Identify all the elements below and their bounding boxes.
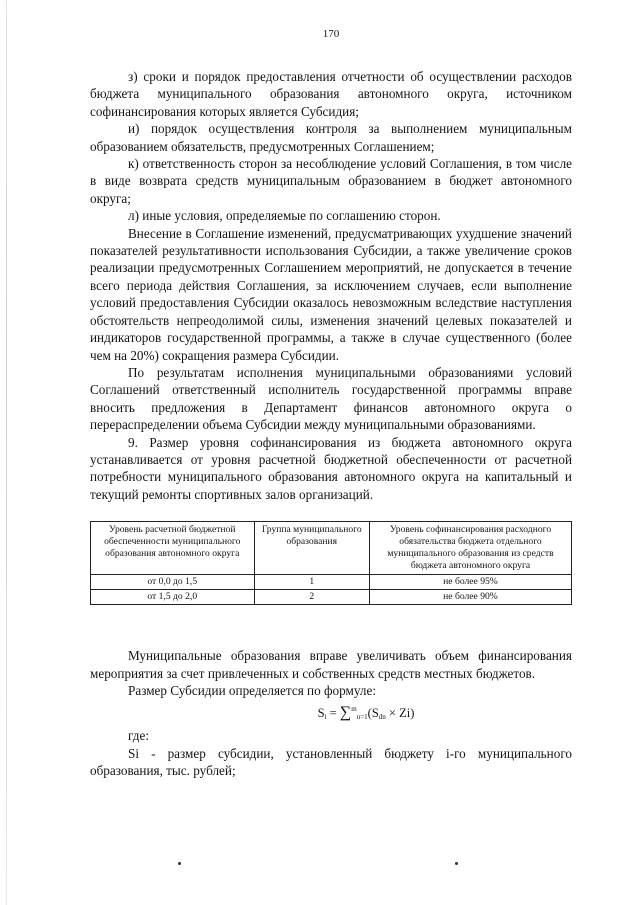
formula-term-open: (S [367, 706, 379, 721]
paragraph-results: По результатам исполнения муниципальными образованиями условий Соглашений ответственный исполнитель государственной программы вправе вносить предложения в Департамент финансов автономного округа о перераспределении объема Субсидии между муниципальными образованиями. [90, 364, 572, 433]
formula-equals: = [326, 706, 340, 721]
formula-term-times: × Zi) [385, 706, 415, 721]
paragraph-where: где: [128, 728, 149, 744]
sum-lower-limit: n=1 [356, 713, 368, 722]
subsidy-formula [90, 699, 572, 727]
table-cell: от 1,5 до 2,0 [91, 590, 255, 605]
paragraph-item-l: л) иные условия, определяемые по соглашению сторон. [128, 208, 441, 224]
document-body [90, 68, 572, 780]
table-cell: 2 [254, 590, 369, 605]
cofinancing-table [90, 521, 572, 605]
table-header-row [91, 522, 572, 575]
table-header-cell: Уровень расчетной бюджетной обеспеченности муниципального образования автономного округа [91, 522, 255, 575]
paragraph-point-9: 9. Размер уровня софинансирования из бюджета автономного округа устанавливается от уровня расчетной бюджетной обеспеченности от расчетной потребности муниципального образования автономного округа на капитальный и текущий ремонты спортивных залов организаций. [90, 434, 572, 502]
paragraph-mo-right: Муниципальные образования вправе увеличивать объем финансирования мероприятия за счет привлеченных и собственных средств местных бюджетов. [90, 648, 572, 681]
sum-upper-limit: m [351, 705, 357, 714]
formula-lhs: S [317, 706, 325, 721]
paragraph-formula-intro: Размер Субсидии определяется по формуле: [128, 682, 376, 698]
table-cell: не более 90% [369, 590, 571, 605]
sum-symbol-icon: ∑ [339, 704, 352, 722]
table-header-cell: Уровень софинансирования расходного обязательства бюджета отдельного муниципального образования из средств бюджета автономного округа [369, 522, 571, 575]
scan-edge-line [6, 0, 7, 905]
table-header-cell: Группа муниципального образования [254, 522, 369, 575]
paragraph-changes: Внесение в Соглашение изменений, предусматривающих ухудшение значений показателей результативности использования Субсидии, а также увеличение сроков реализации предусмотренных Соглашением мероприятий, не допускается в течение всего периода действия Соглашения, за исключением случаев, если выполнение условий предоставления Субсидии оказалось невозможным вследствие наступления обстоятельств непреодолимой силы, изменения значений целевых показателей и индикаторов государственной программы, а также в случае существенного (более чем на 20%) сокращения размера Субсидии. [90, 225, 572, 363]
paragraph-item-z: з) сроки и порядок предоставления отчетности об осуществлении расходов бюджета муниципального образования автономного округа, источником софинансирования которых является Субсидия; [90, 69, 572, 119]
scan-dot-mark [455, 862, 458, 865]
formula-term-subscript: dn [378, 713, 386, 722]
table-cell: не более 95% [369, 575, 571, 590]
formula-lhs-subscript: i [324, 713, 327, 722]
paragraph-si-definition: Si - размер субсидии, установленный бюджету i-го муниципального образования, тыс. рублей; [90, 745, 572, 779]
paragraph-item-k: к) ответственность сторон за несоблюдение условий Соглашения, в том числе в виде возврата средств муниципальным образованием в бюджет автономного округа; [90, 156, 572, 206]
table-row [91, 590, 572, 605]
scan-dot-mark [178, 862, 181, 865]
paragraph-item-i: и) порядок осуществления контроля за выполнением муниципальным образованием обязательств, предусмотренных Соглашением; [90, 121, 572, 154]
table-cell: от 0,0 до 1,5 [91, 575, 255, 590]
page-number: 170 [322, 28, 340, 40]
table-row [91, 575, 572, 590]
cofinancing-table-wrapper [90, 521, 572, 605]
table-cell: 1 [254, 575, 369, 590]
